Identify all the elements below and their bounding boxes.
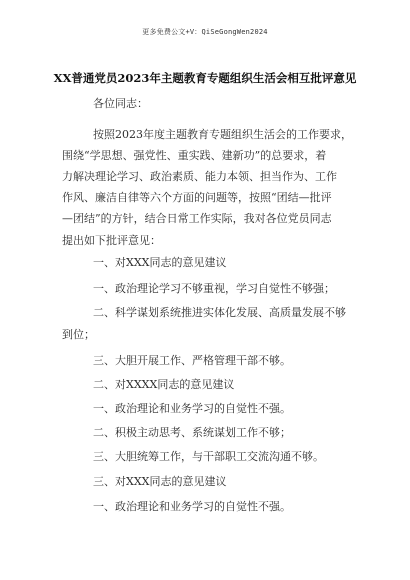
list-item: 一、政治理论学习不够重视，学习自觉性不够强； (93, 282, 335, 295)
paragraph-line: 力解决理论学习、政治素质、能力本领、担当作为、工作 (62, 170, 337, 183)
section-heading: 三、对XXX同志的意见建议 (93, 475, 227, 488)
list-item: 三、大胆统筹工作，与干部职工交流沟通不够。 (93, 450, 324, 463)
paragraph-line: —团结”的方针，结合日常工作实际，我对各位党员同志 (62, 212, 332, 225)
paragraph-line: 作风、廉洁自律等六个方面的问题等，按照“团结—批评 (62, 191, 332, 204)
document-title: XX普通党员2023年主题教育专题组织生活会相互批评意见 (53, 71, 357, 85)
list-item: 二、科学谋划系统推进实体化发展、高质量发展不够 (93, 306, 346, 319)
list-item-continuation: 到位； (62, 328, 95, 341)
paragraph-line: 围绕“学思想、强党性、重实践、建新功”的总要求，着 (62, 149, 327, 162)
list-item: 一、政治理论和业务学习的自觉性不强。 (93, 500, 291, 513)
section-heading: 一、对XXX同志的意见建议 (93, 256, 227, 269)
paragraph-line: 提出如下批评意见： (62, 234, 161, 247)
list-item: 一、政治理论和业务学习的自觉性不强。 (93, 402, 291, 415)
section-heading: 二、对XXXX同志的意见建议 (93, 378, 235, 391)
list-item: 二、积极主动思考、系统谋划工作不够； (93, 426, 291, 439)
header-note: 更多免费公文+V：QiSeGongWen2024 (142, 28, 268, 36)
list-item: 三、大胆开展工作、严格管理干部不够。 (93, 354, 291, 367)
paragraph-line: 按照2023年度主题教育专题组织生活会的工作要求， (93, 128, 352, 141)
salutation: 各位同志： (93, 97, 148, 110)
